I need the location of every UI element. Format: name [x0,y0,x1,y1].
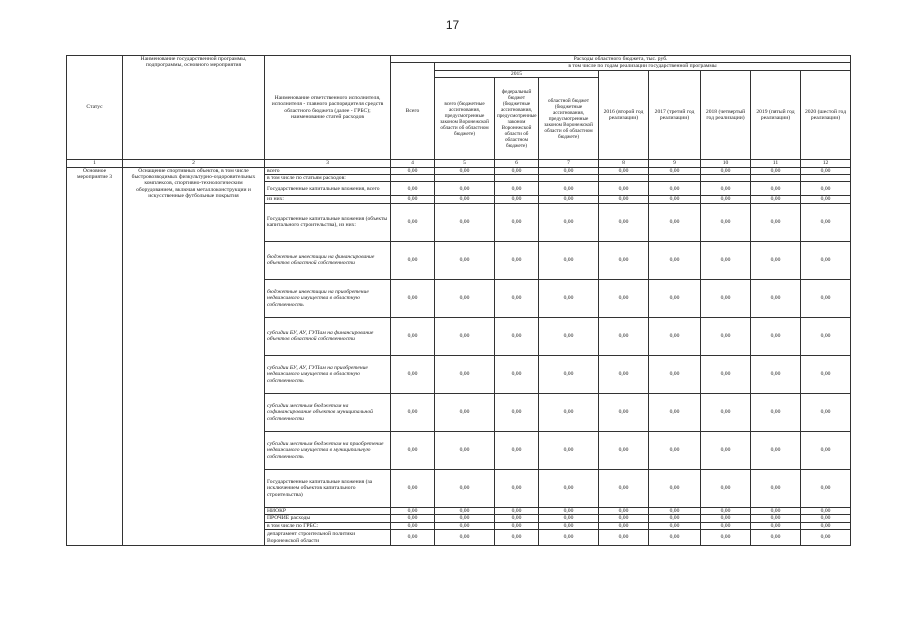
column-numbers-row [67,160,851,167]
value-cell: 0,00 [599,507,649,514]
value-cell: 0,00 [701,167,751,174]
value-cell: 0,00 [391,317,435,355]
value-cell: 0,00 [599,182,649,196]
value-cell: 0,00 [801,279,851,317]
value-cell: 0,00 [391,279,435,317]
budget-table [66,55,851,546]
column-number-11: 11 [751,160,801,167]
value-cell: 0,00 [701,241,751,279]
value-cell: 0,00 [539,431,599,469]
value-cell: 0,00 [649,203,701,241]
value-cell: 0,00 [751,182,801,196]
column-number-1: 1 [67,160,123,167]
value-cell: 0,00 [751,515,801,522]
row-label: Государственные капитальные вложения, всего [265,182,391,196]
value-cell: 0,00 [495,522,539,529]
value-cell: 0,00 [539,507,599,514]
value-cell: 0,00 [539,196,599,203]
header-year-2018: 2018 (четвертый год реализации) [701,70,751,159]
value-cell: 0,00 [599,355,649,393]
row-label: субсидии местным бюджетам на софинансирование объектов муниципальной собственности [265,393,391,431]
value-cell: 0,00 [435,279,495,317]
value-cell: 0,00 [751,522,801,529]
value-cell: 0,00 [599,203,649,241]
value-cell: 0,00 [801,317,851,355]
value-cell: 0,00 [701,530,751,546]
value-cell: 0,00 [599,196,649,203]
value-cell: 0,00 [801,203,851,241]
value-cell: 0,00 [801,241,851,279]
value-cell: 0,00 [701,317,751,355]
row-label: НИОКР [265,507,391,514]
value-cell: 0,00 [391,196,435,203]
value-cell: 0,00 [435,182,495,196]
row-label: субсидии местным бюджетам на приобретение недвижимого имущества в муниципальную собственность [265,431,391,469]
value-cell: 0,00 [391,241,435,279]
header-responsible: Наименование ответственного исполнителя, исполнителя - главного распорядителя средств областного бюджета (далее - ГРБС); наименование статей расходов [265,56,391,160]
value-cell: 0,00 [435,431,495,469]
value-cell: 0,00 [751,196,801,203]
value-cell: 0,00 [649,469,701,507]
row-label: департамент строительной политики Воронежской области [265,530,391,546]
value-cell: 0,00 [701,431,751,469]
value-cell: 0,00 [391,469,435,507]
value-cell: 0,00 [539,241,599,279]
column-number-6: 6 [495,160,539,167]
value-cell: 0,00 [539,530,599,546]
value-cell [391,175,435,182]
value-cell: 0,00 [495,182,539,196]
value-cell: 0,00 [649,279,701,317]
row-label: Государственные капитальные вложения (объекты капитального строительства), из них: [265,203,391,241]
value-cell: 0,00 [495,355,539,393]
value-cell: 0,00 [701,196,751,203]
value-cell: 0,00 [435,167,495,174]
value-cell: 0,00 [495,530,539,546]
row-label: всего [265,167,391,174]
header-total: Всего [391,63,435,160]
value-cell: 0,00 [751,279,801,317]
value-cell: 0,00 [391,182,435,196]
row-label: бюджетные инвестиции на приобретение недвижимого имущества в областную собственность [265,279,391,317]
value-cell: 0,00 [435,522,495,529]
header-2015-all: всего (бюджетные ассигнования, предусмотренные законом Воронежской области об областном бюджете) [435,78,495,160]
value-cell: 0,00 [801,355,851,393]
value-cell: 0,00 [649,317,701,355]
column-number-12: 12 [801,160,851,167]
value-cell: 0,00 [751,469,801,507]
value-cell: 0,00 [435,241,495,279]
value-cell: 0,00 [649,530,701,546]
value-cell: 0,00 [751,393,801,431]
value-cell: 0,00 [599,515,649,522]
value-cell: 0,00 [539,279,599,317]
column-number-9: 9 [649,160,701,167]
value-cell: 0,00 [391,431,435,469]
value-cell: 0,00 [495,203,539,241]
header-year-2015: 2015 [435,70,599,77]
value-cell: 0,00 [495,393,539,431]
value-cell: 0,00 [391,507,435,514]
value-cell: 0,00 [599,279,649,317]
value-cell: 0,00 [539,355,599,393]
row-label: субсидии БУ, АУ, ГУПам на финансирование объектов областной собственности [265,317,391,355]
value-cell: 0,00 [495,431,539,469]
value-cell: 0,00 [801,167,851,174]
value-cell: 0,00 [649,515,701,522]
program-name-cell: Оснащение спортивных объектов, в том числе быстровозводимых физкультурно-оздоровительных комплексов, спортивно-технологическим оборудованием, включая металлоконструкции и искусственные футбольные покрытия [123,167,265,545]
column-number-10: 10 [701,160,751,167]
value-cell: 0,00 [599,241,649,279]
value-cell: 0,00 [539,203,599,241]
value-cell: 0,00 [649,196,701,203]
value-cell: 0,00 [649,355,701,393]
row-label: из них: [265,196,391,203]
value-cell: 0,00 [801,530,851,546]
value-cell: 0,00 [495,279,539,317]
value-cell [649,175,701,182]
value-cell: 0,00 [435,530,495,546]
value-cell: 0,00 [435,203,495,241]
row-label: в том числе по ГРБС: [265,522,391,529]
value-cell: 0,00 [391,530,435,546]
value-cell: 0,00 [701,279,751,317]
header-year-2017: 2017 (третий год реализации) [649,70,701,159]
header-year-2019: 2019 (пятый год реализации) [751,70,801,159]
value-cell: 0,00 [701,515,751,522]
value-cell: 0,00 [701,393,751,431]
value-cell [539,175,599,182]
value-cell: 0,00 [649,431,701,469]
row-label: субсидии БУ, АУ, ГУПам на приобретение недвижимого имущества в областную собственность [265,355,391,393]
value-cell [801,175,851,182]
value-cell: 0,00 [801,431,851,469]
value-cell: 0,00 [391,393,435,431]
value-cell: 0,00 [435,393,495,431]
row-label: бюджетные инвестиции на финансирование объектов областной собственности [265,241,391,279]
value-cell: 0,00 [649,507,701,514]
column-number-5: 5 [435,160,495,167]
value-cell: 0,00 [751,355,801,393]
value-cell [495,175,539,182]
value-cell: 0,00 [599,317,649,355]
header-status: Статус [67,56,123,160]
column-number-7: 7 [539,160,599,167]
value-cell: 0,00 [649,167,701,174]
value-cell: 0,00 [649,182,701,196]
value-cell: 0,00 [539,469,599,507]
header-program-name: Наименование государственной программы, подпрограммы, основного мероприятия [123,56,265,160]
column-number-4: 4 [391,160,435,167]
value-cell: 0,00 [751,203,801,241]
value-cell: 0,00 [495,515,539,522]
value-cell: 0,00 [801,469,851,507]
value-cell: 0,00 [435,355,495,393]
value-cell: 0,00 [495,241,539,279]
value-cell: 0,00 [539,522,599,529]
value-cell: 0,00 [801,393,851,431]
value-cell: 0,00 [539,393,599,431]
value-cell: 0,00 [701,182,751,196]
value-cell: 0,00 [435,317,495,355]
value-cell: 0,00 [599,530,649,546]
column-number-2: 2 [123,160,265,167]
value-cell: 0,00 [391,167,435,174]
row-label: ПРОЧИЕ расходы [265,515,391,522]
header-expenses: Расходы областного бюджета, тыс. руб. [391,56,851,63]
value-cell [435,175,495,182]
value-cell: 0,00 [751,507,801,514]
header-2015-regional: областной бюджет (бюджетные ассигнования, предусмотренные законом Воронежской области об областном бюджете) [539,78,599,160]
value-cell: 0,00 [801,182,851,196]
value-cell: 0,00 [599,469,649,507]
value-cell: 0,00 [599,393,649,431]
value-cell: 0,00 [801,522,851,529]
row-label: в том числе по статьям расходов: [265,175,391,182]
column-number-3: 3 [265,160,391,167]
value-cell [701,175,751,182]
value-cell: 0,00 [539,515,599,522]
value-cell: 0,00 [391,515,435,522]
value-cell [599,175,649,182]
value-cell: 0,00 [751,530,801,546]
value-cell: 0,00 [435,469,495,507]
table-row [67,167,851,174]
status-cell: Основное мероприятие 3 [67,167,123,545]
value-cell: 0,00 [701,355,751,393]
value-cell: 0,00 [701,507,751,514]
value-cell: 0,00 [539,317,599,355]
value-cell: 0,00 [599,167,649,174]
value-cell: 0,00 [495,196,539,203]
value-cell: 0,00 [801,196,851,203]
value-cell: 0,00 [751,167,801,174]
value-cell: 0,00 [495,469,539,507]
value-cell: 0,00 [435,515,495,522]
value-cell: 0,00 [495,317,539,355]
header-year-2020: 2020 (шестой год реализации) [801,70,851,159]
value-cell: 0,00 [701,469,751,507]
value-cell: 0,00 [599,431,649,469]
value-cell: 0,00 [649,522,701,529]
value-cell: 0,00 [801,515,851,522]
value-cell: 0,00 [701,203,751,241]
page-number: 17 [445,18,460,32]
value-cell: 0,00 [435,196,495,203]
value-cell: 0,00 [701,522,751,529]
value-cell: 0,00 [539,182,599,196]
value-cell: 0,00 [391,203,435,241]
value-cell: 0,00 [539,167,599,174]
header-2015-federal: федеральный бюджет (бюджетные ассигнования, предусмотренные законом Воронежской области об областном бюджете) [495,78,539,160]
value-cell: 0,00 [751,317,801,355]
value-cell: 0,00 [649,393,701,431]
column-number-8: 8 [599,160,649,167]
value-cell: 0,00 [649,241,701,279]
value-cell: 0,00 [801,507,851,514]
value-cell: 0,00 [751,431,801,469]
value-cell: 0,00 [391,522,435,529]
value-cell: 0,00 [435,507,495,514]
value-cell: 0,00 [391,355,435,393]
header-by-years: в том числе по годам реализации государственной программы [435,63,851,70]
row-label: Государственные капитальные вложения (за исключением объектов капитального строительства) [265,469,391,507]
value-cell [751,175,801,182]
value-cell: 0,00 [495,167,539,174]
value-cell: 0,00 [599,522,649,529]
value-cell: 0,00 [751,241,801,279]
header-year-2016: 2016 (второй год реализации) [599,70,649,159]
value-cell: 0,00 [495,507,539,514]
